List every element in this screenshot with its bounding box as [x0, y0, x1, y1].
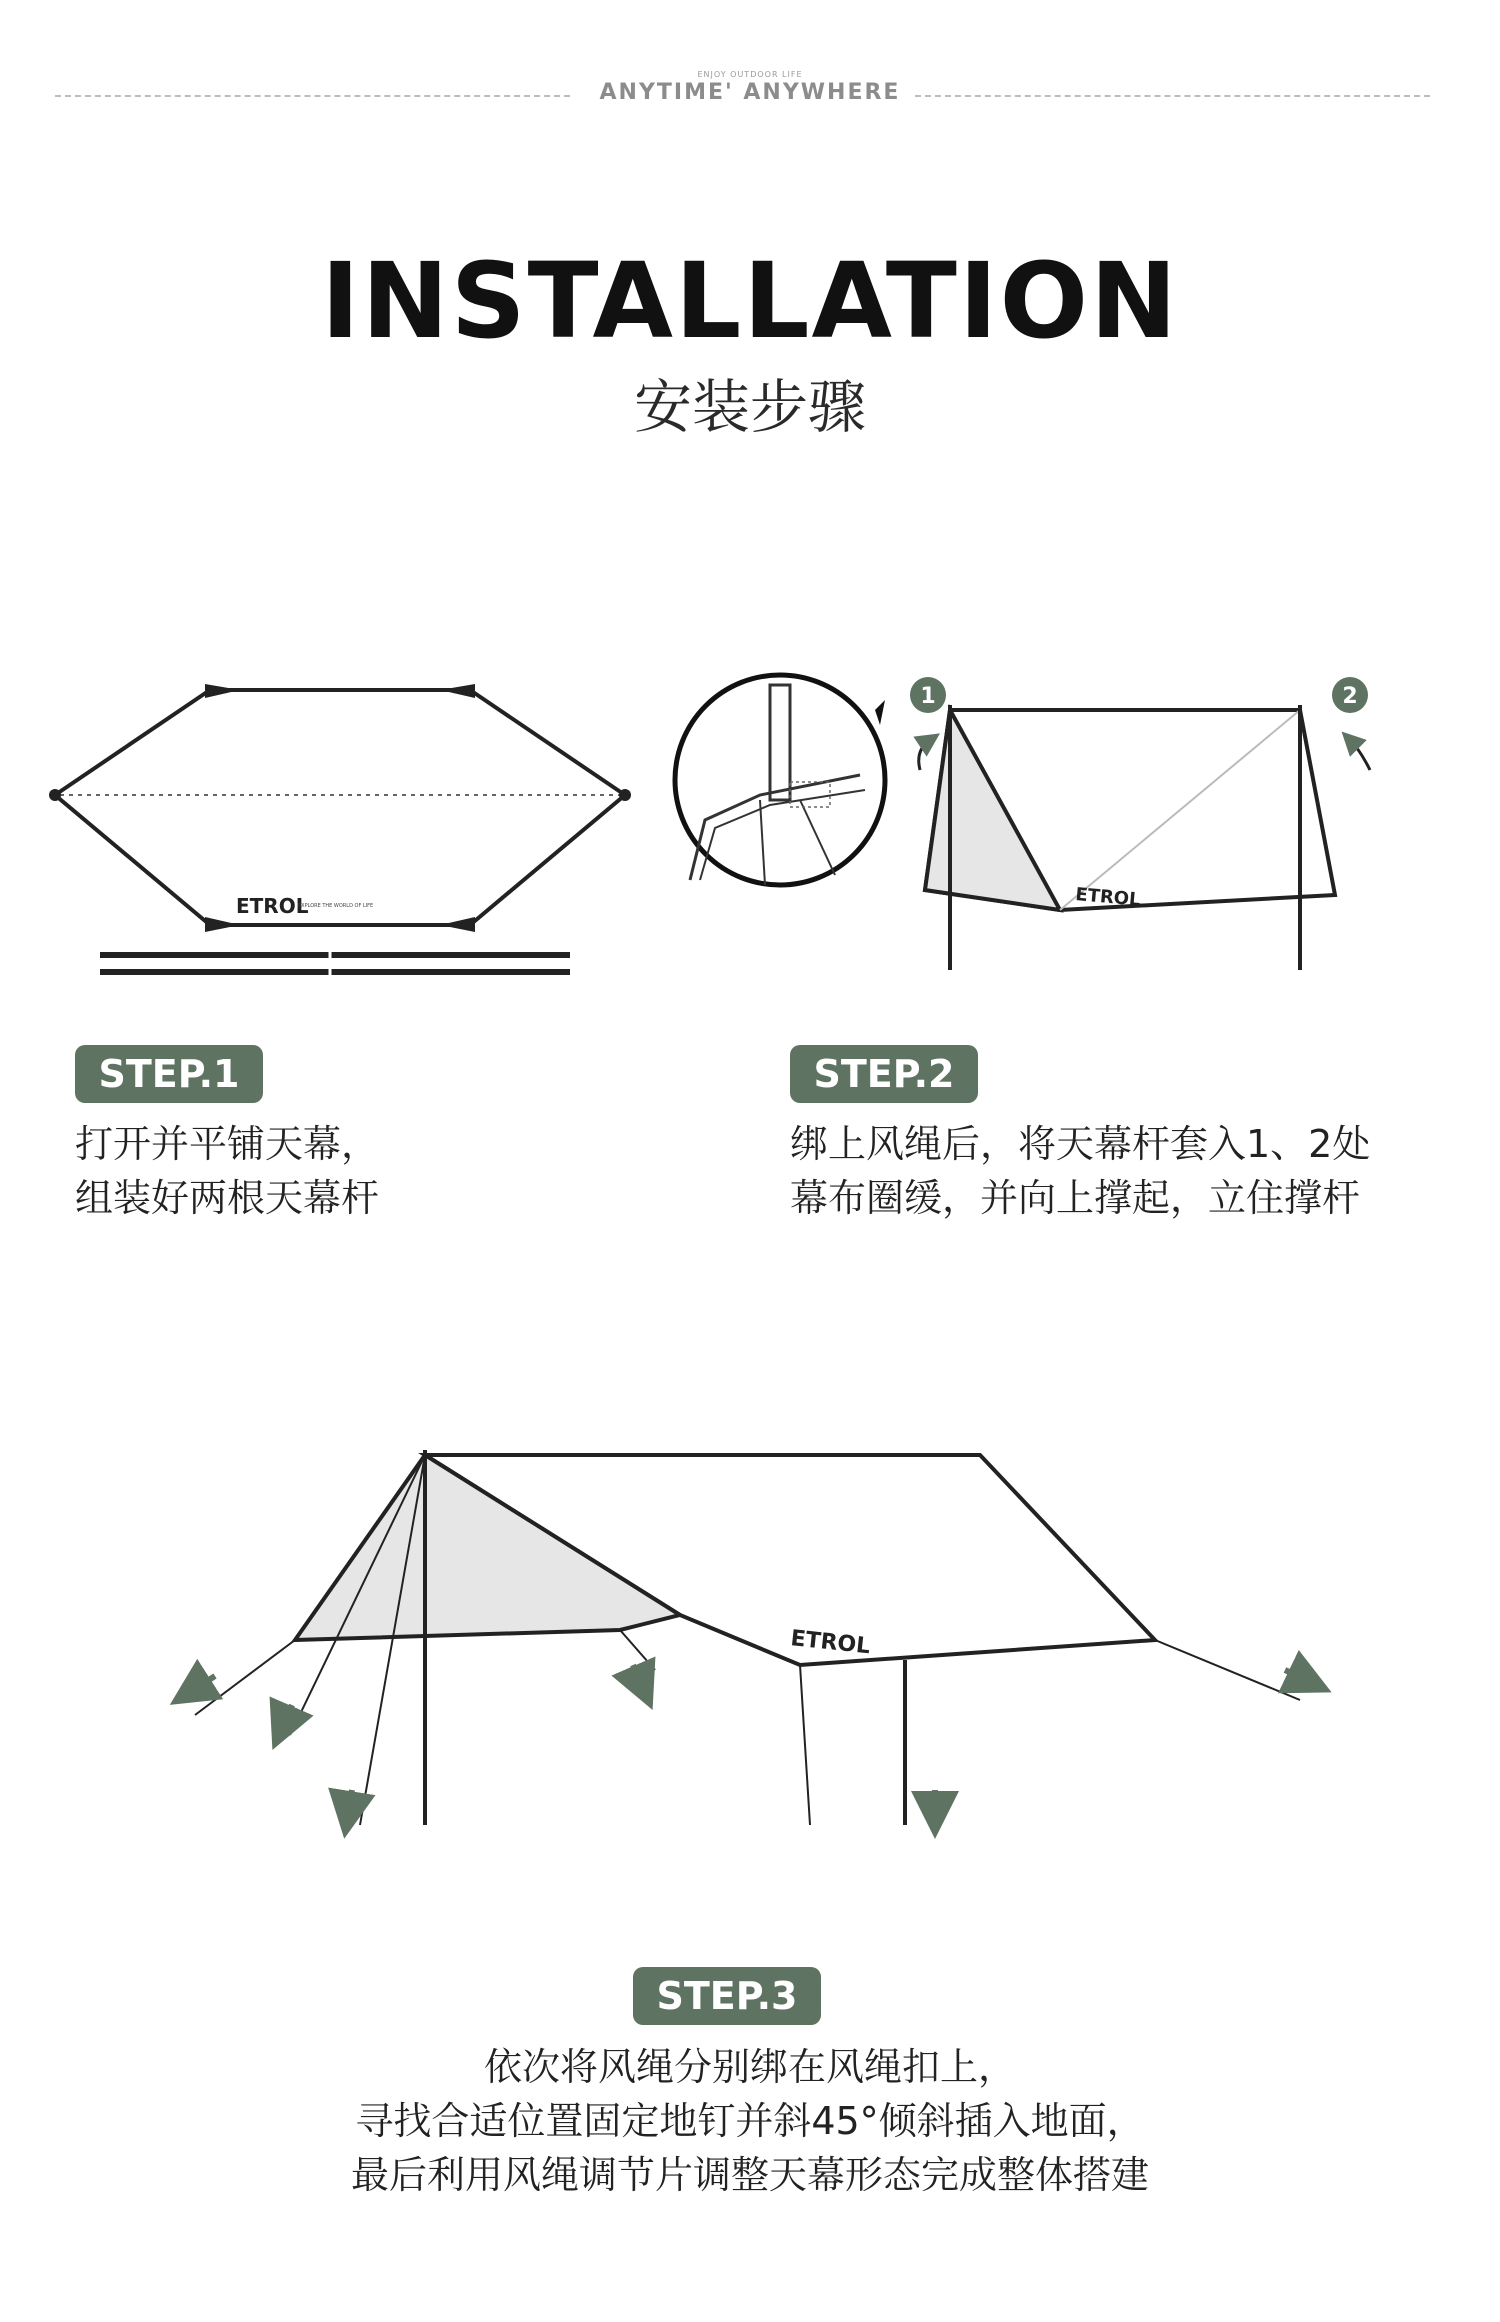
arrow-icon [633, 1665, 643, 1688]
step2-badge: STEP.2 [790, 1045, 978, 1103]
arrow-icon [348, 1790, 352, 1815]
magnifier-circle-icon [675, 675, 885, 885]
marker-1-label: 1 [920, 684, 936, 709]
tagline-small: ENJOY OUTDOOR LIFE [697, 70, 803, 79]
step1-line1: 打开并平铺天幕， [75, 1122, 380, 1166]
arrow-icon [1285, 1670, 1310, 1682]
step3-line1: 依次将风绳分别绑在风绳扣上， [483, 2045, 1016, 2089]
arrow-icon [190, 1676, 215, 1692]
tagline-main: ANYTIME' ANYWHERE [599, 80, 901, 105]
step1-badge: STEP.1 [75, 1045, 263, 1103]
marker-1 [910, 677, 946, 713]
arrow-icon [282, 1705, 292, 1728]
step3-line2: 寻找合适位置固定地钉并斜45°倾斜插入地面， [355, 2099, 1145, 2143]
page-subtitle: 安装步骤 [633, 373, 866, 441]
step1-description [75, 1117, 379, 1225]
step2-line1: 绑上风绳后，将天幕杆套入1、2处 [790, 1122, 1371, 1166]
step2-description [790, 1117, 1370, 1225]
step3-description [0, 2040, 1500, 2202]
logo-step2: ETROL [1074, 884, 1142, 911]
step2-tarp-illustration [919, 705, 1370, 970]
marker-2-label: 2 [1342, 684, 1358, 709]
marker-2 [1332, 677, 1368, 713]
step1-line2: 组装好两根天幕杆 [75, 1176, 380, 1220]
step3-line3: 最后利用风绳调节片调整天幕形态完成整体搭建 [350, 2153, 1149, 2197]
step3-badge: STEP.3 [633, 1967, 821, 2025]
step2-line2: 幕布圈缓，并向上撑起，立住撑杆 [790, 1176, 1361, 1220]
logo-small-step1: EXPLORE THE WORLD OF LIFE [298, 903, 374, 909]
page-title: INSTALLATION [320, 240, 1180, 362]
step1-tarp-illustration [49, 684, 631, 977]
logo-step3: ETROL [789, 1626, 872, 1660]
logo-step1: ETROL [236, 894, 309, 918]
step3-setup-illustration [190, 1450, 1310, 1825]
